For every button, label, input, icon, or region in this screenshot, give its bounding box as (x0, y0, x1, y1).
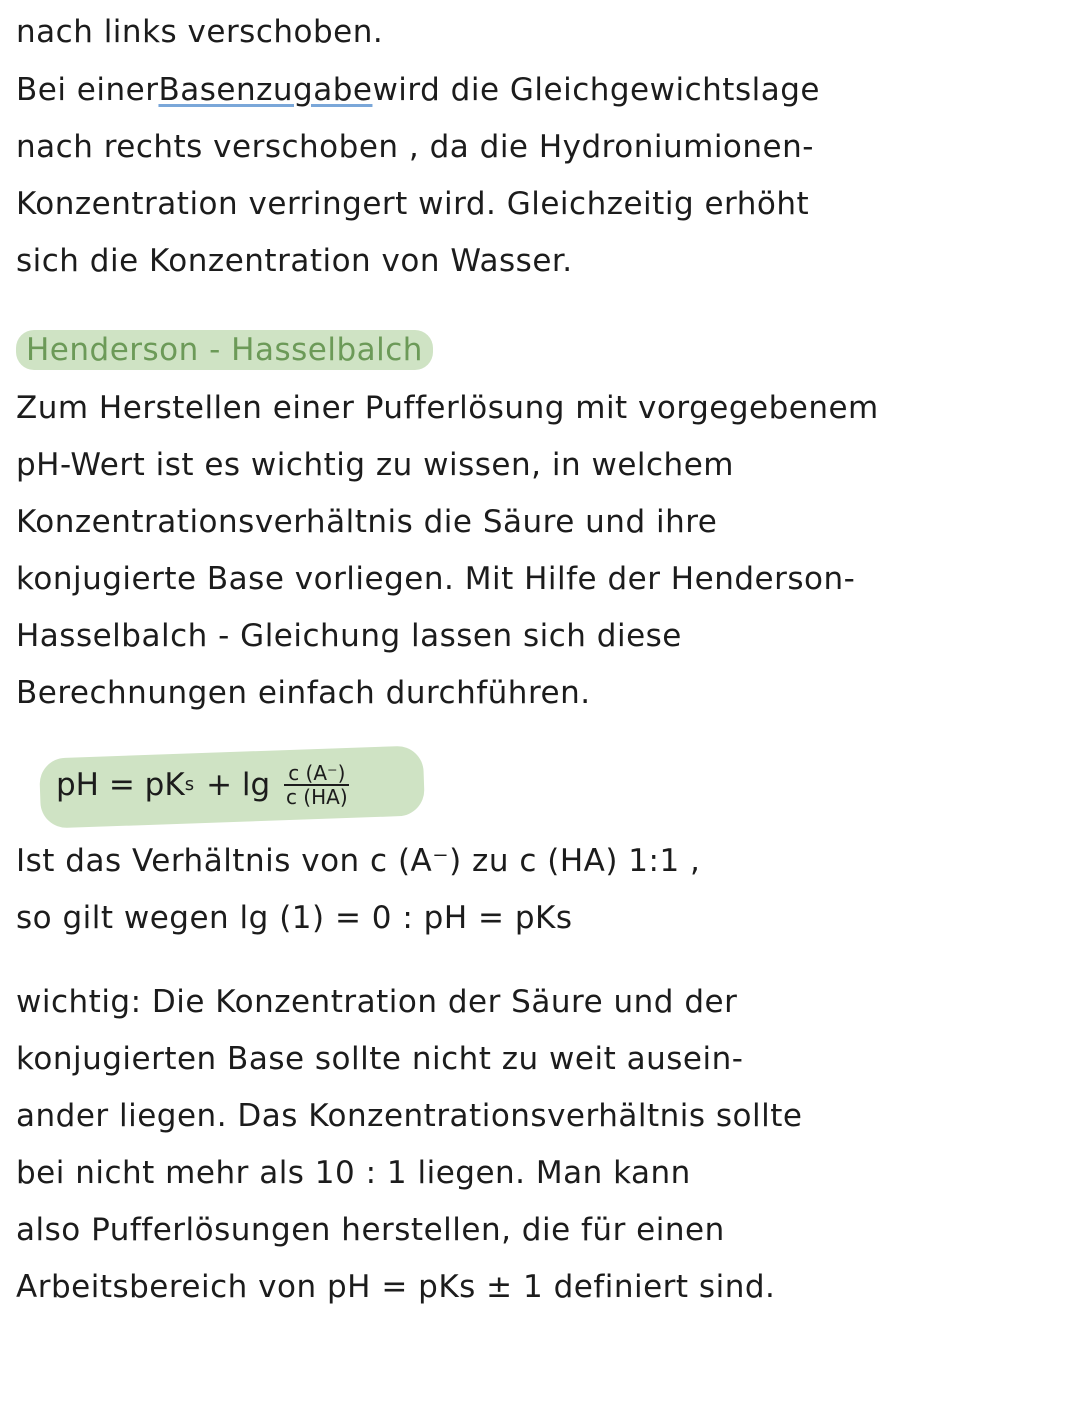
note-line-4: bei nicht mehr als 10 : 1 liegen. Man kann (16, 1155, 691, 1191)
text-line-4: Konzentration verringert wird. Gleichzeitig erhöht (16, 186, 810, 222)
formula-subscript: s (184, 774, 195, 795)
henderson-hasselbalch-formula (56, 760, 349, 810)
formula-numerator: c (A⁻) (284, 762, 349, 786)
text-line-1: nach links verschoben. (16, 14, 384, 50)
note-line-2: konjugierten Base sollte nicht zu weit ausein- (16, 1041, 744, 1077)
paragraph-line-1: Zum Herstellen einer Pufferlösung mit vorgegebenem (16, 390, 879, 426)
underlined-basenzugabe: Basenzugabe (158, 72, 373, 108)
text-line-5: sich die Konzentration von Wasser. (16, 243, 573, 279)
paragraph-line-3: Konzentrationsverhältnis die Säure und ihre (16, 504, 718, 540)
text-line-3: nach rechts verschoben , da die Hydroniumionen- (16, 129, 814, 165)
paragraph-line-4: konjugierte Base vorliegen. Mit Hilfe der Henderson- (16, 561, 856, 597)
heading-highlight: Henderson - Hasselbalch (16, 330, 433, 370)
text-line-2 (16, 70, 820, 110)
formula-fraction (284, 762, 349, 808)
formula-lhs: pH = pK (56, 767, 185, 803)
text-line-2-start: Bei einer (16, 72, 159, 108)
text-line-2-end: wird die Gleichgewichtslage (372, 72, 820, 108)
formula-plus-lg: + lg (206, 767, 271, 803)
note-line-6: Arbeitsbereich von pH = pKs ± 1 definiert sind. (16, 1269, 776, 1305)
paragraph-line-2: pH-Wert ist es wichtig zu wissen, in welchem (16, 447, 734, 483)
note-line-3: ander liegen. Das Konzentrationsverhältnis sollte (16, 1098, 803, 1134)
paragraph-line-6: Berechnungen einfach durchführen. (16, 675, 591, 711)
paragraph-line-5: Hasselbalch - Gleichung lassen sich diese (16, 618, 682, 654)
ratio-line-2: so gilt wegen lg (1) = 0 : pH = pKs (16, 900, 573, 936)
ratio-line-1: Ist das Verhältnis von c (A⁻) zu c (HA) 1:1 , (16, 843, 701, 879)
note-line-5: also Pufferlösungen herstellen, die für einen (16, 1212, 725, 1248)
section-heading (22, 330, 433, 370)
note-line-1: wichtig: Die Konzentration der Säure und der (16, 984, 738, 1020)
formula-denominator: c (HA) (285, 785, 348, 809)
